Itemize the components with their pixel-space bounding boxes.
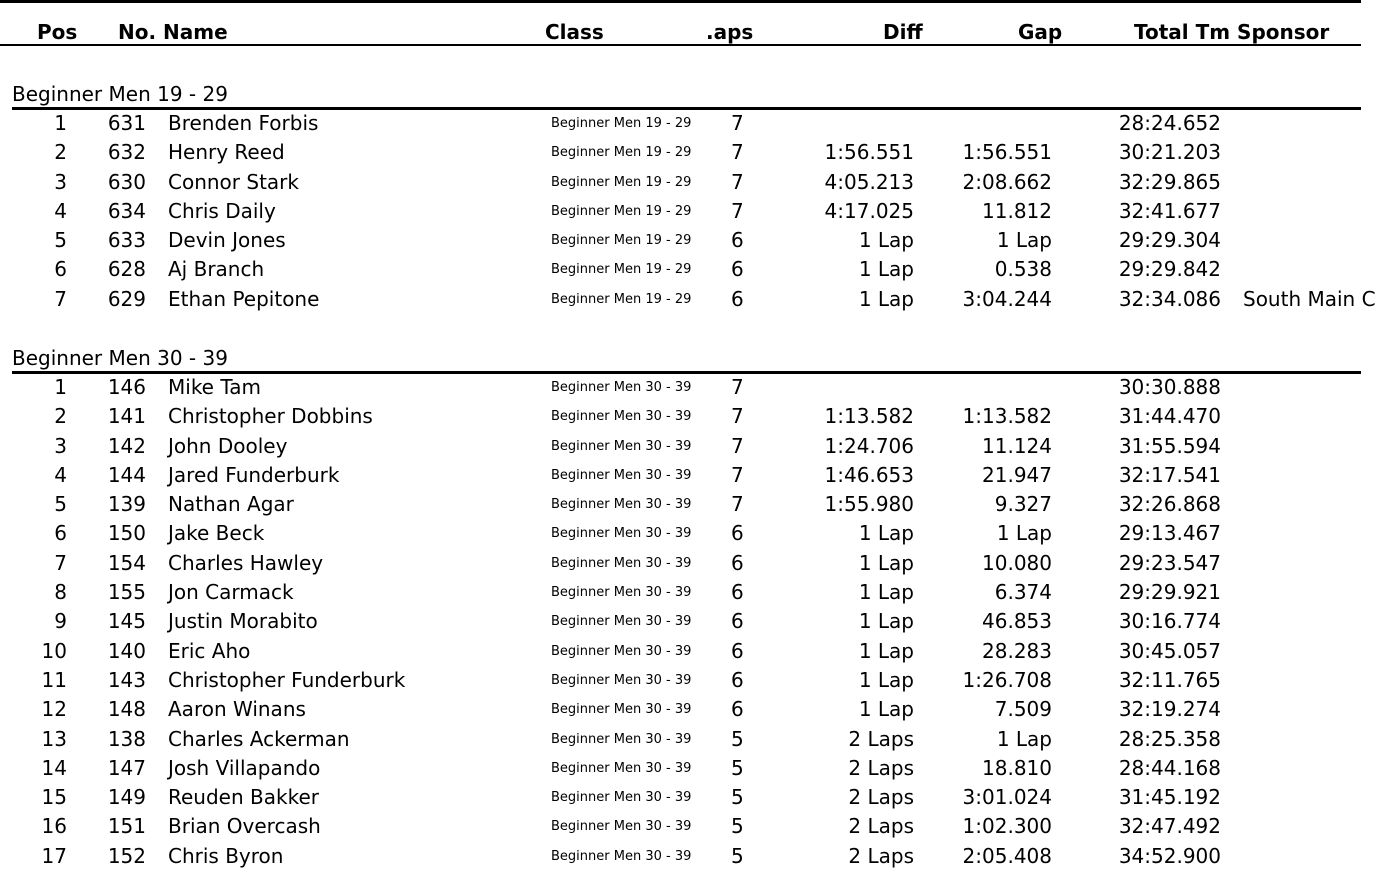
table-header bbox=[0, 18, 1361, 46]
cell-number: 154 bbox=[107, 550, 146, 575]
table-row bbox=[0, 519, 1361, 548]
cell-number: 628 bbox=[107, 257, 146, 282]
cell-diff: 2 Laps bbox=[848, 755, 914, 780]
cell-total-time: 32:26.868 bbox=[1118, 492, 1221, 517]
cell-total-time: 32:11.765 bbox=[1118, 667, 1221, 692]
cell-name: Mike Tam bbox=[168, 375, 261, 399]
cell-number: 149 bbox=[107, 785, 146, 810]
cell-pos: 1 bbox=[54, 111, 67, 135]
cell-pos: 16 bbox=[41, 814, 67, 839]
cell-number: 629 bbox=[107, 286, 146, 311]
cell-gap: 1 Lap bbox=[996, 521, 1052, 546]
cell-total-time: 32:47.492 bbox=[1118, 814, 1221, 839]
cell-pos: 6 bbox=[54, 521, 67, 546]
table-row bbox=[0, 197, 1361, 226]
cell-number: 141 bbox=[107, 404, 146, 429]
cell-class: Beginner Men 19 - 29 bbox=[551, 262, 692, 278]
cell-laps: 6 bbox=[731, 638, 744, 663]
cell-diff: 4:05.213 bbox=[824, 169, 914, 194]
cell-total-time: 30:45.057 bbox=[1118, 638, 1221, 663]
header-laps: .aps bbox=[706, 20, 754, 44]
cell-diff: 2 Laps bbox=[848, 814, 914, 839]
cell-gap: 1:13.582 bbox=[962, 404, 1052, 429]
table-row bbox=[0, 549, 1361, 578]
cell-gap: 18.810 bbox=[982, 755, 1052, 780]
cell-total-time: 28:24.652 bbox=[1118, 111, 1221, 135]
cell-pos: 4 bbox=[54, 198, 67, 223]
cell-total-time: 29:13.467 bbox=[1118, 521, 1221, 546]
cell-diff: 4:17.025 bbox=[824, 198, 914, 223]
cell-gap: 46.853 bbox=[982, 609, 1052, 634]
cell-total-time: 32:19.274 bbox=[1118, 697, 1221, 722]
cell-number: 151 bbox=[107, 814, 146, 839]
header-total-sponsor: Total Tm Sponsor bbox=[1134, 20, 1330, 44]
cell-gap: 6.374 bbox=[994, 580, 1052, 605]
cell-name: Josh Villapando bbox=[168, 755, 321, 780]
cell-name: Chris Byron bbox=[168, 843, 284, 868]
cell-number: 138 bbox=[107, 726, 146, 751]
header-diff: Diff bbox=[883, 20, 923, 44]
cell-diff: 2 Laps bbox=[848, 785, 914, 810]
cell-pos: 3 bbox=[54, 433, 67, 458]
cell-class: Beginner Men 30 - 39 bbox=[551, 526, 692, 542]
cell-number: 144 bbox=[107, 462, 146, 487]
cell-diff: 2 Laps bbox=[848, 843, 914, 868]
cell-pos: 12 bbox=[41, 697, 67, 722]
cell-pos: 17 bbox=[41, 843, 67, 868]
cell-total-time: 28:44.168 bbox=[1118, 755, 1221, 780]
cell-total-time: 29:29.921 bbox=[1118, 580, 1221, 605]
cell-total-time: 29:29.842 bbox=[1118, 257, 1221, 282]
cell-diff: 1:24.706 bbox=[824, 433, 914, 458]
cell-number: 145 bbox=[107, 609, 146, 634]
cell-class: Beginner Men 30 - 39 bbox=[551, 760, 692, 776]
cell-laps: 5 bbox=[731, 755, 744, 780]
cell-total-time: 29:23.547 bbox=[1118, 550, 1221, 575]
cell-gap: 2:05.408 bbox=[962, 843, 1052, 868]
cell-laps: 7 bbox=[731, 492, 744, 517]
cell-name: John Dooley bbox=[168, 433, 288, 458]
cell-class: Beginner Men 30 - 39 bbox=[551, 819, 692, 835]
cell-number: 634 bbox=[107, 198, 146, 223]
cell-number: 150 bbox=[107, 521, 146, 546]
cell-number: 140 bbox=[107, 638, 146, 663]
cell-laps: 7 bbox=[731, 111, 744, 135]
cell-total-time: 30:16.774 bbox=[1118, 609, 1221, 634]
cell-diff: 1 Lap bbox=[858, 638, 914, 663]
table-row bbox=[0, 607, 1361, 636]
cell-pos: 3 bbox=[54, 169, 67, 194]
cell-pos: 6 bbox=[54, 257, 67, 282]
cell-pos: 5 bbox=[54, 228, 67, 253]
cell-name: Justin Morabito bbox=[168, 609, 318, 634]
cell-total-time: 32:41.677 bbox=[1118, 198, 1221, 223]
cell-gap: 11.124 bbox=[982, 433, 1052, 458]
cell-diff: 1 Lap bbox=[858, 697, 914, 722]
cell-number: 633 bbox=[107, 228, 146, 253]
top-rule bbox=[0, 0, 1361, 3]
cell-class: Beginner Men 19 - 29 bbox=[551, 116, 692, 131]
cell-total-time: 31:45.192 bbox=[1118, 785, 1221, 810]
cell-number: 148 bbox=[107, 697, 146, 722]
cell-name: Christopher Dobbins bbox=[168, 404, 373, 429]
cell-class: Beginner Men 30 - 39 bbox=[551, 497, 692, 513]
cell-name: Eric Aho bbox=[168, 638, 251, 663]
cell-number: 147 bbox=[107, 755, 146, 780]
table-row bbox=[0, 138, 1361, 167]
cell-laps: 7 bbox=[731, 198, 744, 223]
cell-total-time: 32:17.541 bbox=[1118, 462, 1221, 487]
cell-name: Jake Beck bbox=[168, 521, 265, 546]
cell-class: Beginner Men 30 - 39 bbox=[551, 585, 692, 601]
cell-laps: 6 bbox=[731, 228, 744, 253]
cell-pos: 4 bbox=[54, 462, 67, 487]
cell-pos: 1 bbox=[54, 375, 67, 399]
cell-pos: 13 bbox=[41, 726, 67, 751]
cell-diff: 1 Lap bbox=[858, 609, 914, 634]
cell-number: 146 bbox=[107, 375, 146, 399]
table-row bbox=[0, 783, 1361, 812]
cell-gap: 11.812 bbox=[982, 198, 1052, 223]
cell-name: Jon Carmack bbox=[168, 580, 294, 605]
cell-diff: 1:55.980 bbox=[824, 492, 914, 517]
cell-diff: 1 Lap bbox=[858, 257, 914, 282]
cell-diff: 1 Lap bbox=[858, 580, 914, 605]
table-row bbox=[0, 285, 1376, 314]
cell-class: Beginner Men 19 - 29 bbox=[551, 203, 692, 219]
cell-gap: 21.947 bbox=[982, 462, 1052, 487]
cell-name: Brenden Forbis bbox=[168, 111, 319, 135]
cell-total-time: 31:44.470 bbox=[1118, 404, 1221, 429]
table-row bbox=[0, 812, 1361, 841]
cell-laps: 6 bbox=[731, 697, 744, 722]
cell-pos: 8 bbox=[54, 580, 67, 605]
table-row bbox=[0, 461, 1361, 490]
cell-total-time: 31:55.594 bbox=[1118, 433, 1221, 458]
cell-gap: 1:26.708 bbox=[962, 667, 1052, 692]
table-row bbox=[0, 725, 1361, 754]
cell-gap: 10.080 bbox=[982, 550, 1052, 575]
cell-diff: 1:13.582 bbox=[824, 404, 914, 429]
table-row bbox=[0, 842, 1361, 871]
cell-laps: 7 bbox=[731, 169, 744, 194]
cell-gap: 9.327 bbox=[994, 492, 1052, 517]
cell-total-time: 30:30.888 bbox=[1118, 375, 1221, 399]
cell-pos: 11 bbox=[41, 667, 67, 692]
cell-laps: 7 bbox=[731, 375, 744, 399]
cell-laps: 5 bbox=[731, 814, 744, 839]
cell-laps: 7 bbox=[731, 404, 744, 429]
header-no-name: No. Name bbox=[118, 20, 228, 44]
cell-diff: 1:46.653 bbox=[824, 462, 914, 487]
cell-name: Chris Daily bbox=[168, 198, 276, 223]
cell-name: Connor Stark bbox=[168, 169, 299, 194]
table-row bbox=[0, 578, 1361, 607]
cell-pos: 9 bbox=[54, 609, 67, 634]
cell-diff: 2 Laps bbox=[848, 726, 914, 751]
table-row bbox=[0, 109, 1361, 138]
cell-gap: 2:08.662 bbox=[962, 169, 1052, 194]
cell-number: 155 bbox=[107, 580, 146, 605]
cell-name: Henry Reed bbox=[168, 140, 285, 165]
group-title: Beginner Men 30 - 39 bbox=[12, 346, 228, 370]
cell-name: Charles Ackerman bbox=[168, 726, 350, 751]
header-pos: Pos bbox=[37, 20, 78, 44]
cell-diff: 1 Lap bbox=[858, 521, 914, 546]
cell-laps: 7 bbox=[731, 433, 744, 458]
cell-class: Beginner Men 30 - 39 bbox=[551, 555, 692, 571]
cell-pos: 7 bbox=[54, 550, 67, 575]
cell-laps: 5 bbox=[731, 785, 744, 810]
cell-pos: 5 bbox=[54, 492, 67, 517]
cell-gap: 1 Lap bbox=[996, 228, 1052, 253]
table-row bbox=[0, 432, 1361, 461]
cell-pos: 10 bbox=[41, 638, 67, 663]
cell-gap: 7.509 bbox=[994, 697, 1052, 722]
cell-gap: 1:02.300 bbox=[962, 814, 1052, 839]
cell-diff: 1:56.551 bbox=[824, 140, 914, 165]
cell-class: Beginner Men 30 - 39 bbox=[551, 409, 692, 425]
cell-class: Beginner Men 30 - 39 bbox=[551, 614, 692, 630]
table-row bbox=[0, 373, 1361, 402]
cell-laps: 6 bbox=[731, 550, 744, 575]
table-row bbox=[0, 226, 1361, 255]
table-row bbox=[0, 402, 1361, 431]
cell-total-time: 34:52.900 bbox=[1118, 843, 1221, 868]
table-row bbox=[0, 695, 1361, 724]
cell-name: Devin Jones bbox=[168, 228, 286, 253]
cell-number: 143 bbox=[107, 667, 146, 692]
cell-number: 142 bbox=[107, 433, 146, 458]
cell-gap: 28.283 bbox=[982, 638, 1052, 663]
cell-number: 139 bbox=[107, 492, 146, 517]
cell-class: Beginner Men 30 - 39 bbox=[551, 438, 692, 454]
cell-diff: 1 Lap bbox=[858, 550, 914, 575]
cell-diff: 1 Lap bbox=[858, 286, 914, 311]
cell-laps: 6 bbox=[731, 257, 744, 282]
cell-laps: 6 bbox=[731, 667, 744, 692]
cell-gap: 1:56.551 bbox=[962, 140, 1052, 165]
cell-laps: 7 bbox=[731, 462, 744, 487]
cell-total-time: 28:25.358 bbox=[1118, 726, 1221, 751]
group-title: Beginner Men 19 - 29 bbox=[12, 82, 228, 106]
cell-name: Reuden Bakker bbox=[168, 785, 319, 810]
cell-name: Charles Hawley bbox=[168, 550, 324, 575]
header-rule bbox=[0, 44, 1361, 46]
cell-name: Brian Overcash bbox=[168, 814, 321, 839]
cell-laps: 6 bbox=[731, 580, 744, 605]
cell-gap: 0.538 bbox=[994, 257, 1052, 282]
header-class: Class bbox=[545, 20, 604, 44]
cell-class: Beginner Men 19 - 29 bbox=[551, 145, 692, 161]
cell-name: Jared Funderburk bbox=[168, 462, 340, 487]
cell-total-time: 30:21.203 bbox=[1118, 140, 1221, 165]
table-row bbox=[0, 637, 1361, 666]
cell-class: Beginner Men 19 - 29 bbox=[551, 174, 692, 190]
cell-laps: 6 bbox=[731, 521, 744, 546]
cell-class: Beginner Men 30 - 39 bbox=[551, 467, 692, 483]
cell-laps: 7 bbox=[731, 140, 744, 165]
table-row bbox=[0, 754, 1361, 783]
cell-pos: 15 bbox=[41, 785, 67, 810]
table-row bbox=[0, 666, 1361, 695]
table-row bbox=[0, 490, 1361, 519]
cell-number: 631 bbox=[107, 111, 146, 135]
cell-class: Beginner Men 30 - 39 bbox=[551, 848, 692, 864]
cell-class: Beginner Men 30 - 39 bbox=[551, 643, 692, 659]
group-rows bbox=[0, 109, 1376, 314]
cell-class: Beginner Men 30 - 39 bbox=[551, 790, 692, 806]
cell-number: 152 bbox=[107, 843, 146, 868]
cell-name: Aj Branch bbox=[168, 257, 265, 282]
cell-name: Ethan Pepitone bbox=[168, 286, 320, 311]
cell-total-time: 29:29.304 bbox=[1118, 228, 1221, 253]
cell-number: 630 bbox=[107, 169, 146, 194]
cell-class: Beginner Men 19 - 29 bbox=[551, 291, 692, 307]
cell-laps: 5 bbox=[731, 843, 744, 868]
table-row bbox=[0, 168, 1361, 197]
cell-laps: 6 bbox=[731, 286, 744, 311]
cell-total-time: 32:29.865 bbox=[1118, 169, 1221, 194]
cell-gap: 3:01.024 bbox=[962, 785, 1052, 810]
header-gap: Gap bbox=[1018, 20, 1063, 44]
cell-diff: 1 Lap bbox=[858, 667, 914, 692]
cell-diff: 1 Lap bbox=[858, 228, 914, 253]
table-row bbox=[0, 255, 1361, 284]
cell-laps: 5 bbox=[731, 726, 744, 751]
cell-class: Beginner Men 30 - 39 bbox=[551, 380, 692, 395]
cell-class: Beginner Men 19 - 29 bbox=[551, 233, 692, 249]
cell-gap: 1 Lap bbox=[996, 726, 1052, 751]
cell-class: Beginner Men 30 - 39 bbox=[551, 731, 692, 747]
cell-class: Beginner Men 30 - 39 bbox=[551, 672, 692, 688]
cell-number: 632 bbox=[107, 140, 146, 165]
cell-name: Aaron Winans bbox=[168, 697, 306, 722]
cell-pos: 2 bbox=[54, 140, 67, 165]
cell-class: Beginner Men 30 - 39 bbox=[551, 702, 692, 718]
group-rows bbox=[0, 373, 1361, 871]
cell-name: Nathan Agar bbox=[168, 492, 294, 517]
cell-name: Christopher Funderburk bbox=[168, 667, 406, 692]
cell-total-time: 32:34.086 bbox=[1118, 286, 1221, 311]
cell-pos: 2 bbox=[54, 404, 67, 429]
cell-pos: 14 bbox=[41, 755, 67, 780]
cell-gap: 3:04.244 bbox=[962, 286, 1052, 311]
cell-laps: 6 bbox=[731, 609, 744, 634]
cell-sponsor: South Main C bbox=[1243, 286, 1376, 311]
cell-pos: 7 bbox=[54, 286, 67, 311]
